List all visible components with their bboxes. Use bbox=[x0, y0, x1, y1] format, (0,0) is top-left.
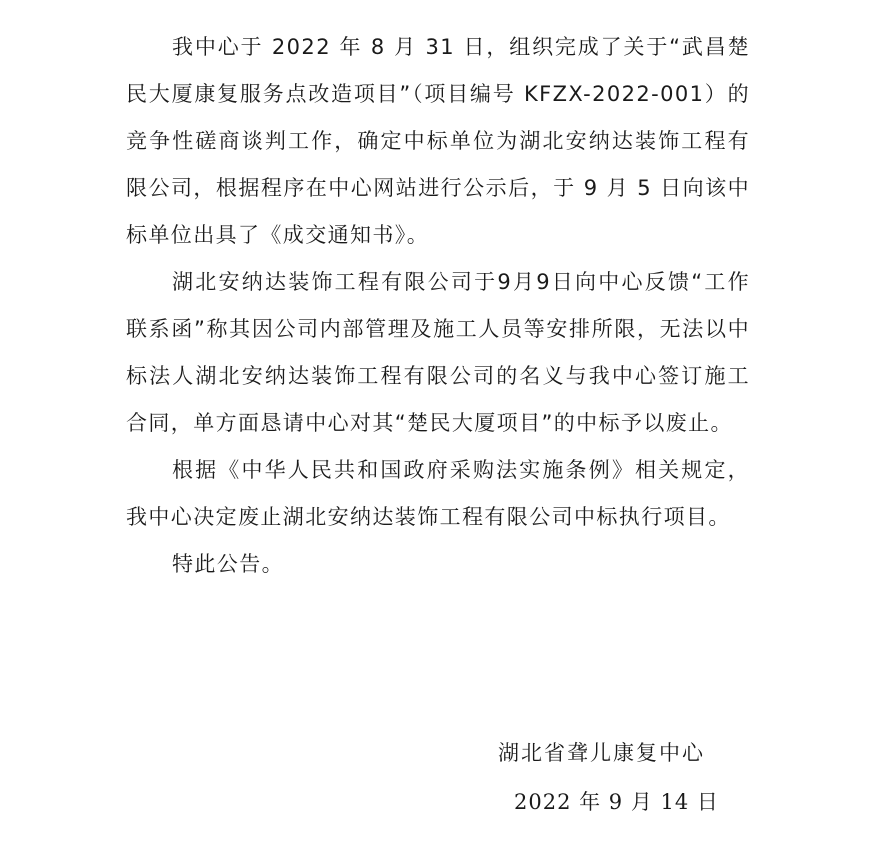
signature-organization: 湖北省聋儿康复中心 bbox=[498, 741, 705, 765]
paragraph-contractor-feedback: 湖北安纳达装饰工程有限公司于9月9日向中心反馈“工作联系函”称其因公司内部管理及施工人员等安排所限，无法以中标法人湖北安纳达装饰工程有限公司的名义与我中心签订施工合同，单方面恳请中心对其“楚民大厦项目”的中标予以废止。 bbox=[126, 270, 750, 435]
paragraph-closing: 特此公告。 bbox=[172, 552, 284, 576]
paragraph-award-notice: 我中心于 2022 年 8 月 31 日，组织完成了关于“武昌楚民大厦康复服务点改造项目”（项目编号 KFZX-2022-001）的竞争性磋商谈判工作，确定中标单位为湖北安纳达装饰工程有限公司，根据程序在中心网站进行公示后，于 9 月 5 日向该中标单位出具了《成交通知书》。 bbox=[126, 35, 750, 247]
paragraph-decision: 根据《中华人民共和国政府采购法实施条例》相关规定，我中心决定废止湖北安纳达装饰工程有限公司中标执行项目。 bbox=[126, 458, 750, 529]
signature-date: 2022 年 9 月 14 日 bbox=[514, 790, 719, 814]
announcement-body bbox=[126, 24, 750, 588]
